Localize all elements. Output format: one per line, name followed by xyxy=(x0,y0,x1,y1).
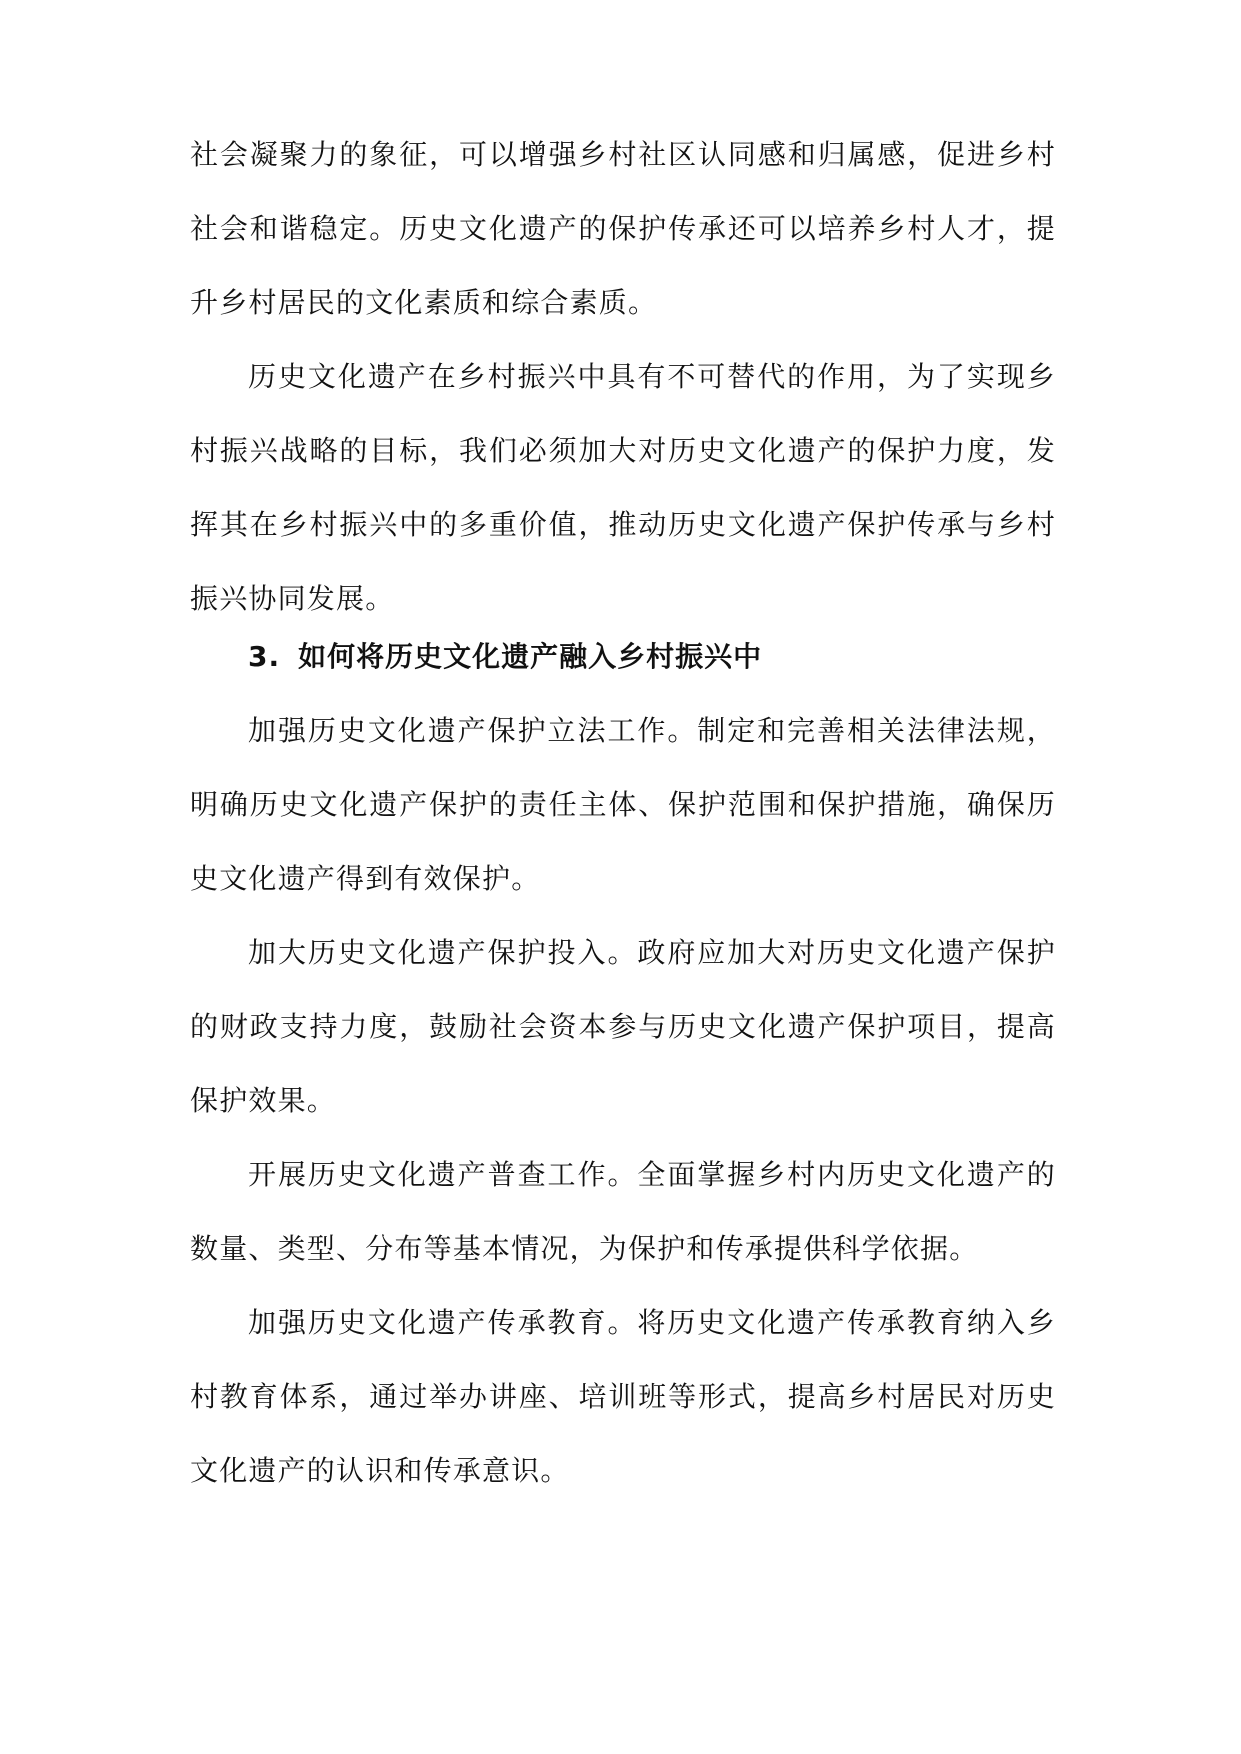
paragraph-5: 开展历史文化遗产普查工作。全面掌握乡村内历史文化遗产的数量、类型、分布等基本情况，为保护和传承提供科学依据。 xyxy=(190,1158,1056,1265)
paragraph-6: 加强历史文化遗产传承教育。将历史文化遗产传承教育纳入乡村教育体系，通过举办讲座、培训班等形式，提高乡村居民对历史文化遗产的认识和传承意识。 xyxy=(190,1306,1056,1487)
paragraph-1: 社会凝聚力的象征，可以增强乡村社区认同感和归属感，促进乡村社会和谐稳定。历史文化遗产的保护传承还可以培养乡村人才，提升乡村居民的文化素质和综合素质。 xyxy=(190,138,1056,319)
paragraph-3: 加强历史文化遗产保护立法工作。制定和完善相关法律法规，明确历史文化遗产保护的责任主体、保护范围和保护措施，确保历史文化遗产得到有效保护。 xyxy=(190,714,1056,895)
paragraph-2: 历史文化遗产在乡村振兴中具有不可替代的作用，为了实现乡村振兴战略的目标，我们必须加大对历史文化遗产的保护力度，发挥其在乡村振兴中的多重价值，推动历史文化遗产保护传承与乡村振兴协同发展。 xyxy=(190,360,1056,615)
section-title: 如何将历史文化遗产融入乡村振兴中 xyxy=(298,640,763,673)
section-heading xyxy=(248,620,1048,694)
paragraph-4: 加大历史文化遗产保护投入。政府应加大对历史文化遗产保护的财政支持力度，鼓励社会资本参与历史文化遗产保护项目，提高保护效果。 xyxy=(190,936,1056,1117)
section-number: 3. xyxy=(248,640,281,673)
